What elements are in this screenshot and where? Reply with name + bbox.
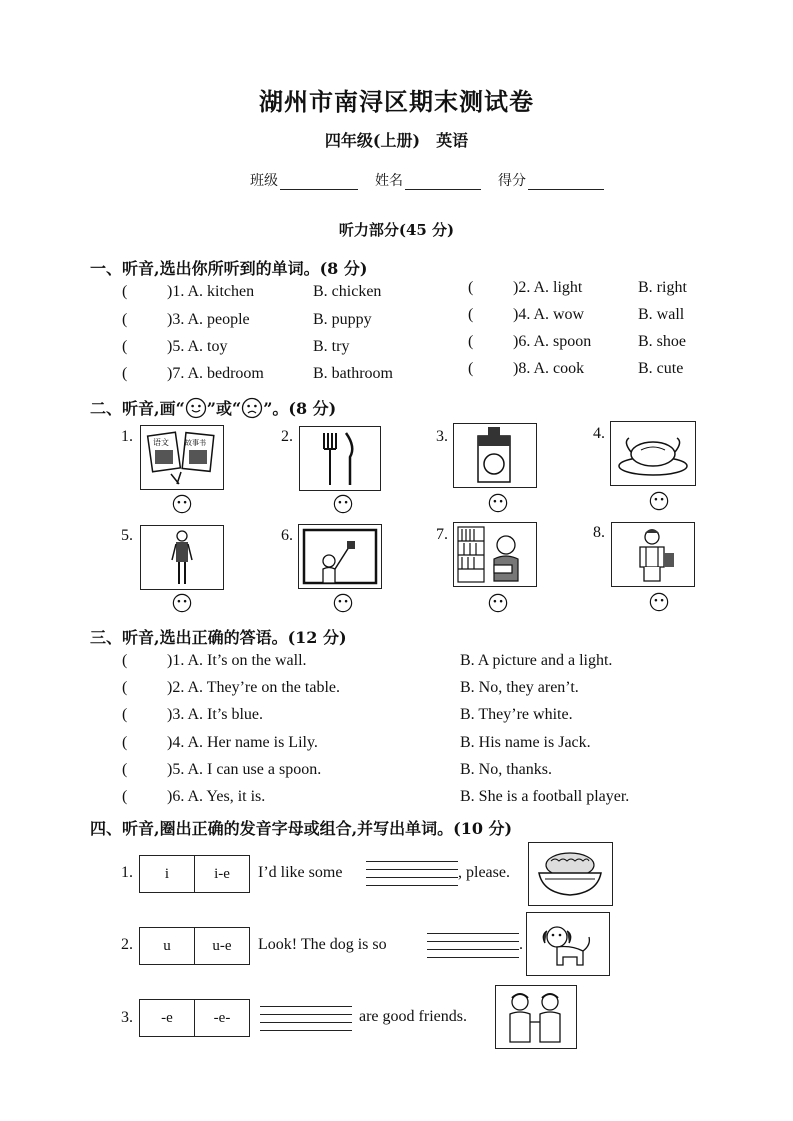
name-field	[375, 170, 481, 190]
option-a: )2. A. They’re on the table.	[167, 679, 340, 696]
option-a: )2. A. light	[513, 279, 583, 296]
option-a: )6. A. spoon	[513, 333, 592, 350]
s3-item-1	[122, 652, 613, 670]
section3-heading: 三、听音,选出正确的答语。(12 分)	[90, 628, 347, 647]
phonics-choice-box	[139, 855, 250, 893]
smiley-face-icon[interactable]	[333, 494, 353, 514]
name-label: 姓名	[375, 173, 403, 189]
sentence-after: .	[519, 936, 523, 953]
sentence-after: , please.	[458, 864, 510, 881]
option-b: B. A picture and a light.	[460, 652, 613, 669]
answer-paren[interactable]: (	[468, 279, 474, 296]
picture-number: 3.	[436, 428, 448, 445]
picture-number: 7.	[436, 526, 448, 543]
phonics-option[interactable]: i-e	[194, 856, 249, 892]
book2-title: 故事书	[185, 439, 206, 447]
four-line-writing-blank[interactable]	[366, 854, 458, 886]
option-a: )8. A. cook	[513, 360, 585, 377]
option-b: B. puppy	[313, 311, 372, 328]
four-line-writing-blank[interactable]	[427, 926, 519, 958]
option-a: )1. A. It’s on the wall.	[167, 652, 307, 669]
smiley-face-icon	[185, 397, 207, 419]
puppy-picture	[526, 912, 610, 976]
sentence-before: I’d like some	[258, 864, 343, 881]
listening-part-title: 听力部分(45 分)	[338, 221, 455, 239]
item-number: 3.	[121, 1009, 133, 1026]
picture-number: 4.	[593, 425, 605, 442]
option-b: B. bathroom	[313, 365, 393, 382]
smiley-face-icon[interactable]	[488, 493, 508, 513]
answer-paren[interactable]: (	[122, 761, 128, 778]
option-a: )1. A. kitchen	[167, 283, 255, 300]
phonics-option[interactable]: i	[164, 865, 170, 882]
s1-item-5	[122, 338, 350, 356]
knife-fork-picture	[299, 426, 381, 491]
four-line-writing-blank[interactable]	[260, 999, 352, 1031]
sentence-before: Look! The dog is so	[258, 936, 387, 953]
s3-item-2	[122, 679, 579, 697]
option-a: )4. A. wow	[513, 306, 585, 323]
smiley-face-icon[interactable]	[488, 593, 508, 613]
option-b: B. They’re white.	[460, 706, 573, 723]
answer-paren[interactable]: (	[122, 679, 128, 696]
option-b: B. shoe	[638, 333, 686, 350]
washing-machine-picture	[453, 423, 537, 488]
option-b: B. No, thanks.	[460, 761, 552, 778]
score-field	[498, 170, 604, 190]
reading-girl-picture	[453, 522, 537, 587]
phonics-choice-box	[139, 927, 250, 965]
book1-title: 语文	[153, 438, 169, 447]
item-number: 1.	[121, 864, 133, 881]
answer-paren[interactable]: (	[122, 338, 128, 355]
standing-man-picture	[140, 525, 224, 590]
option-b: B. try	[313, 338, 350, 355]
score-blank[interactable]	[528, 175, 604, 190]
class-blank[interactable]	[280, 175, 358, 190]
picture-number: 2.	[281, 428, 293, 445]
option-a: )4. A. Her name is Lily.	[167, 734, 318, 751]
picture-number: 8.	[593, 524, 605, 541]
answer-paren[interactable]: (	[122, 365, 128, 382]
class-label: 班级	[250, 173, 278, 189]
books-picture	[140, 425, 224, 490]
section2-heading	[90, 396, 336, 419]
section2-heading-part2: ”或“	[206, 399, 242, 418]
name-blank[interactable]	[405, 175, 481, 190]
answer-paren[interactable]: (	[122, 311, 128, 328]
two-friends-picture	[495, 985, 577, 1049]
picture-number: 6.	[281, 527, 293, 544]
s1-item-6	[468, 333, 686, 351]
option-a: )6. A. Yes, it is.	[167, 788, 266, 805]
exam-title: 湖州市南浔区期末测试卷	[259, 87, 534, 116]
s1-item-8	[468, 360, 684, 378]
section2-heading-part1: 二、听音,画“	[90, 399, 185, 418]
answer-paren[interactable]: (	[122, 788, 128, 805]
s1-item-2	[468, 279, 687, 297]
smiley-face-icon[interactable]	[649, 592, 669, 612]
score-label: 得分	[498, 173, 526, 189]
section2-heading-part3: ”。(8 分)	[263, 399, 337, 418]
sad-face-icon	[241, 397, 263, 419]
option-a: )3. A. people	[167, 311, 250, 328]
option-b: B. right	[638, 279, 687, 296]
option-b: B. cute	[638, 360, 684, 377]
answer-paren[interactable]: (	[468, 306, 474, 323]
option-b: B. No, they aren’t.	[460, 679, 579, 696]
smiley-face-icon[interactable]	[172, 593, 192, 613]
s3-item-6	[122, 788, 630, 806]
phonics-choice-box	[139, 999, 250, 1037]
s3-item-4	[122, 734, 591, 752]
phonics-option[interactable]: -e-	[194, 1000, 249, 1036]
rice-bowl-picture	[528, 842, 613, 906]
section4-heading: 四、听音,圈出正确的发音字母或组合,并写出单词。(10 分)	[90, 819, 513, 838]
sentence-after: are good friends.	[359, 1008, 467, 1025]
option-b: B. She is a football player.	[460, 788, 630, 805]
option-a: )5. A. I can use a spoon.	[167, 761, 322, 778]
answer-paren[interactable]: (	[468, 333, 474, 350]
option-b: B. His name is Jack.	[460, 734, 591, 751]
smiley-face-icon[interactable]	[649, 491, 669, 511]
option-b: B. chicken	[313, 283, 382, 300]
s3-item-3	[122, 706, 573, 724]
option-b: B. wall	[638, 306, 685, 323]
exam-subtitle: 四年级(上册) 英语	[324, 131, 469, 150]
s1-item-1	[122, 283, 382, 301]
s1-item-3	[122, 311, 372, 329]
option-a: )5. A. toy	[167, 338, 228, 355]
smiley-face-icon[interactable]	[333, 593, 353, 613]
answer-paren[interactable]: (	[122, 734, 128, 751]
s3-item-5	[122, 761, 552, 779]
answer-paren[interactable]: (	[122, 652, 128, 669]
answer-paren[interactable]: (	[468, 360, 474, 377]
phonics-option[interactable]: -e	[161, 1009, 173, 1026]
option-a: )3. A. It’s blue.	[167, 706, 263, 723]
answer-paren[interactable]: (	[122, 283, 128, 300]
answer-paren[interactable]: (	[122, 706, 128, 723]
phonics-option[interactable]: u	[163, 937, 171, 954]
picture-number: 1.	[121, 428, 133, 445]
item-number: 2.	[121, 936, 133, 953]
s1-item-7	[122, 365, 393, 383]
section1-heading: 一、听音,选出你所听到的单词。(8 分)	[90, 259, 368, 278]
smiley-face-icon[interactable]	[172, 494, 192, 514]
option-a: )7. A. bedroom	[167, 365, 264, 382]
class-field	[250, 170, 358, 190]
roast-chicken-picture	[610, 421, 696, 486]
cleaning-window-picture	[298, 524, 382, 589]
picture-number: 5.	[121, 527, 133, 544]
boy-with-bag-picture	[611, 522, 695, 587]
s1-item-4	[468, 306, 685, 324]
phonics-option[interactable]: u-e	[194, 928, 249, 964]
